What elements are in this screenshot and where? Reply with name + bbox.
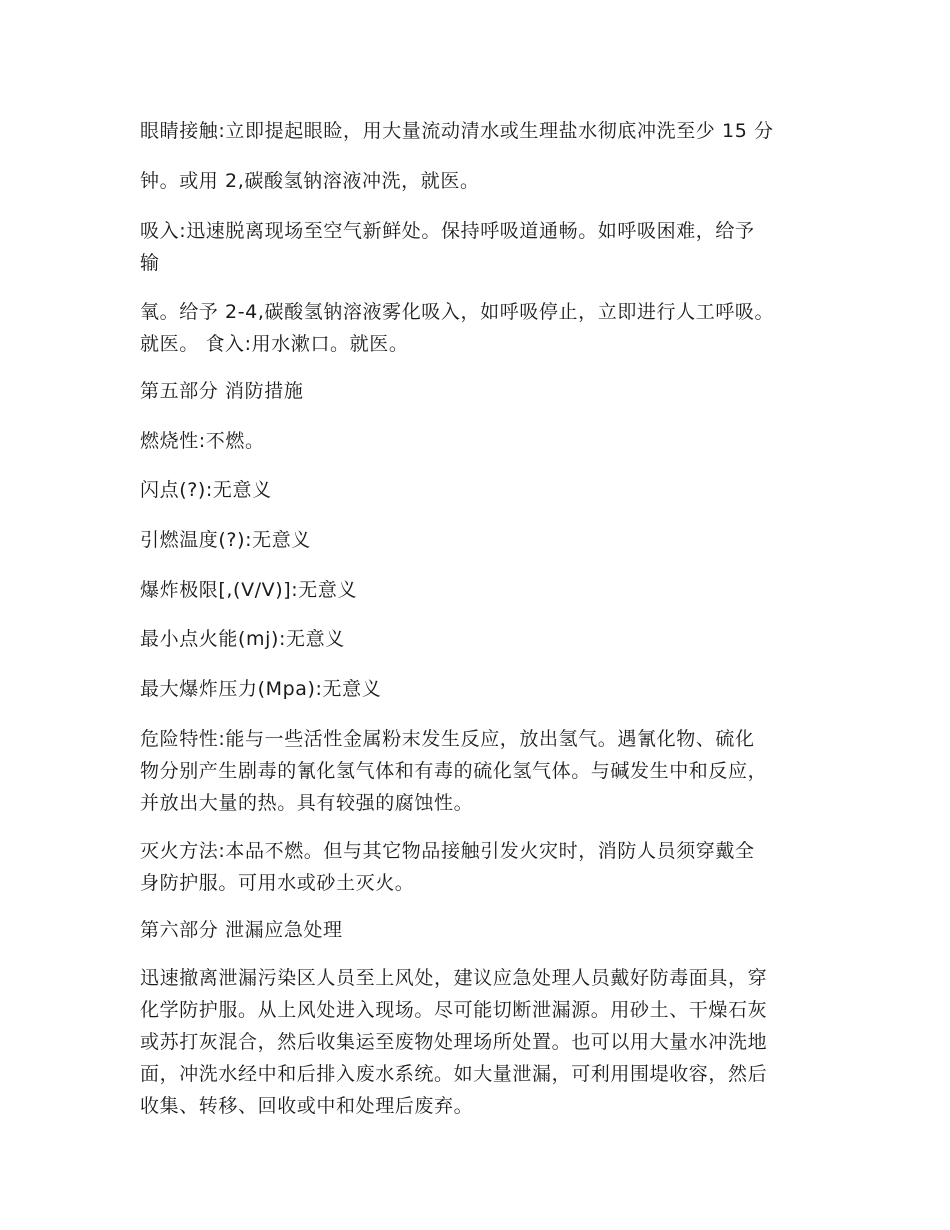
paragraph-explosion-limit: 爆炸极限[,(V/V)]:无意义 bbox=[140, 579, 358, 601]
paragraph-inhalation-cont: 氧。给予 2-4,碳酸氢钠溶液雾化吸入，如呼吸停止，立即进行人工呼吸。 就医。 食入:用水漱口。就医。 bbox=[140, 301, 775, 355]
paragraph-flash-point: 闪点(?):无意义 bbox=[140, 479, 272, 501]
paragraph-hazard-characteristics: 危险特性:能与一些活性金属粉末发生反应，放出氢气。遇氰化物、硫化 物分别产生剧毒的氰化氢气体和有毒的硫化氢气体。与碱发生中和反应， 并放出大量的热。具有较强的腐蚀性。 bbox=[140, 728, 768, 814]
paragraph-eye-contact: 眼睛接触:立即提起眼睑，用大量流动清水或生理盐水彻底冲洗至少 15 分 bbox=[140, 120, 774, 142]
paragraph-ignition-temperature: 引燃温度(?):无意义 bbox=[140, 529, 311, 551]
paragraph-max-explosion-pressure: 最大爆炸压力(Mpa):无意义 bbox=[140, 678, 382, 700]
paragraph-extinguishing-method: 灭火方法:本品不燃。但与其它物品接触引发火灾时，消防人员须穿戴全 身防护服。可用水或砂土灭火。 bbox=[140, 840, 755, 894]
paragraph-eye-contact-cont: 钟。或用 2,碳酸氢钠溶液冲洗，就医。 bbox=[140, 170, 480, 192]
paragraph-min-ignition-energy: 最小点火能(mj):无意义 bbox=[140, 628, 345, 650]
section-heading-fire-fighting: 第五部分 消防措施 bbox=[140, 380, 304, 402]
paragraph-spill-procedure: 迅速撤离泄漏污染区人员至上风处，建议应急处理人员戴好防毒面具，穿 化学防护服。从上风处进入现场。尽可能切断泄漏源。用砂土、干燥石灰 或苏打灰混合，然后收集运至废物处理场所处置。也可以用大量水冲洗地 面，冲洗水经中和后排入废水系统。如大量泄漏，可利用围堤收容，然后 收集、转移、回收或中和处理后废弃。 bbox=[140, 967, 768, 1117]
paragraph-flammability: 燃烧性:不燃。 bbox=[140, 430, 265, 452]
section-heading-spill-response: 第六部分 泄漏应急处理 bbox=[140, 919, 343, 941]
paragraph-inhalation: 吸入:迅速脱离现场至空气新鲜处。保持呼吸道通畅。如呼吸困难，给予 输 bbox=[140, 220, 755, 274]
